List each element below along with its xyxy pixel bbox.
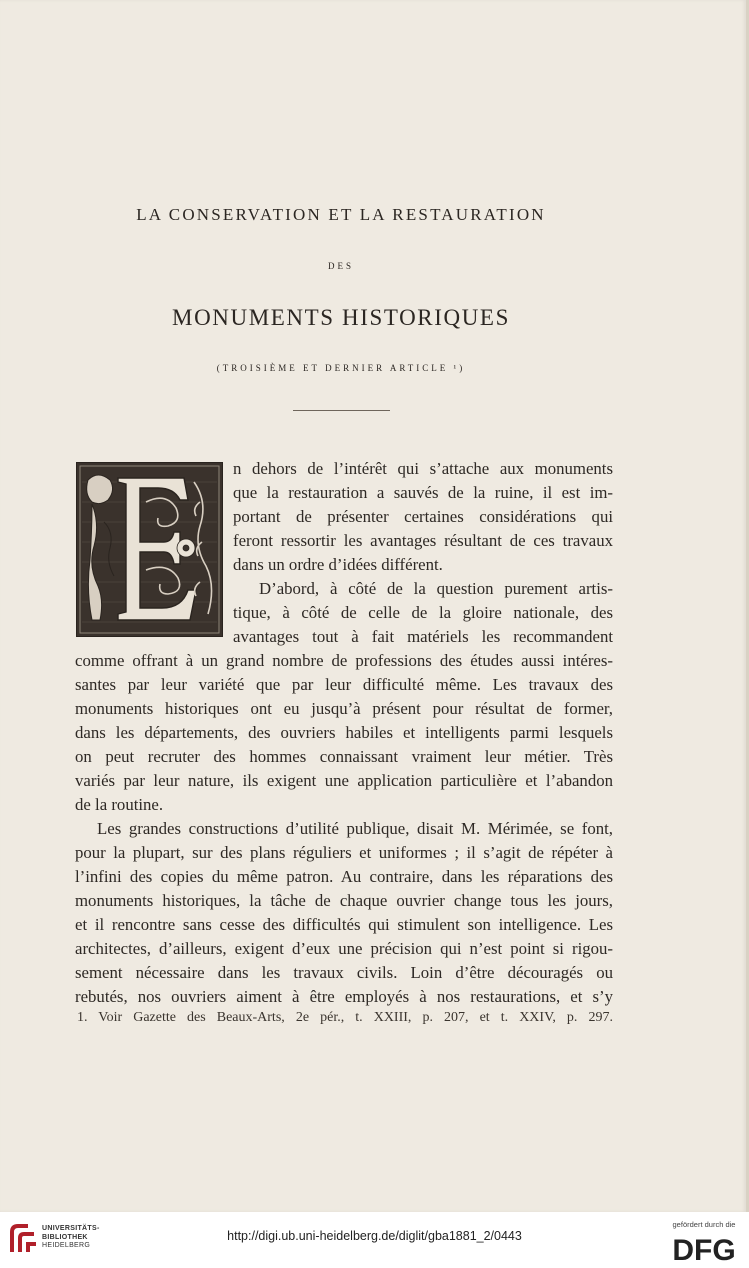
text-line: comme offrant à un grand nombre de professions des études aussi intéres- xyxy=(75,651,613,670)
text-line: dans les départements, des ouvriers habiles et intelligents parmi lesquels xyxy=(75,723,613,742)
text-line: D’abord, à côté de la question purement artis- xyxy=(259,579,613,598)
text-line: variés par leur nature, ils exigent une application particulière et l’abandon xyxy=(75,771,613,790)
text-line: dans un ordre d’idées différent. xyxy=(233,555,443,574)
text-line: n dehors de l’intérêt qui s’attache aux monuments xyxy=(233,459,613,478)
article-subtitle: (TROISIÈME ET DERNIER ARTICLE ¹) xyxy=(216,363,466,373)
text-line: l’infini des copies du même patron. Au contraire, dans les réparations des xyxy=(75,867,613,886)
ornate-initial-e-icon xyxy=(76,462,223,637)
library-name-line1: UNIVERSITÄTS- xyxy=(42,1225,100,1232)
text-line: pour la plupart, sur des plans réguliers et uniformes ; il s’agit de répéter à xyxy=(75,843,613,862)
library-name-line3: HEIDELBERG xyxy=(42,1242,91,1249)
text-line: santes par leur variété que par leur difficulté même. Les travaux des xyxy=(75,675,613,694)
funder-label: gefördert durch die xyxy=(672,1220,736,1229)
text-line: avantages tout à fait matériels les recommandent xyxy=(233,627,613,646)
text-line: feront ressortir les avantages résultant de ces travaux xyxy=(233,531,613,550)
text-line: et il rencontre sans cesse des difficultés qui stimulent son intelligence. Les xyxy=(75,915,613,934)
footnote: 1. Voir Gazette des Beaux-Arts, 2e pér., t. XXIII, p. 207, et t. XXIV, p. 297. xyxy=(77,1010,613,1025)
text-line: on peut recruter des hommes connaissant vraiment leur métier. Très xyxy=(75,747,613,766)
text-line: tique, à côté de celle de la gloire nationale, des xyxy=(233,603,613,622)
article-title-main: MONUMENTS HISTORIQUES xyxy=(172,305,510,330)
dfg-logo-icon[interactable] xyxy=(664,1234,744,1264)
text-line: de la routine. xyxy=(75,795,164,814)
text-line: sement nécessaire dans les travaux civils. Loin d’être découragés ou xyxy=(75,963,613,982)
text-line: monuments historiques ont eu jusqu’à présent pour résultat de former, xyxy=(75,699,613,718)
text-line: que la restauration a sauvés de la ruine, il est im- xyxy=(233,483,613,502)
text-line: architectes, d’ailleurs, exigent d’eux une précision qui n’est point si rigou- xyxy=(75,939,613,958)
library-name-line2: BIBLIOTHEK xyxy=(42,1233,88,1241)
dfg-logo-text: DFG xyxy=(672,1234,736,1264)
article-title-des: DES xyxy=(327,261,354,271)
article-title-line1: LA CONSERVATION ET LA RESTAURATION xyxy=(136,205,546,224)
text-line: rebutés, nos ouvriers aiment à être employés à nos restaurations, et s’y xyxy=(75,987,613,1006)
text-line: Les grandes constructions d’utilité publique, disait M. Mérimée, se font, xyxy=(97,819,613,838)
text-line: monuments historiques, la tâche de chaque ouvrier change tous les jours, xyxy=(75,891,613,910)
page-url-link[interactable]: http://digi.ub.uni-heidelberg.de/diglit/gba1881_2/0443 xyxy=(227,1229,522,1243)
title-divider xyxy=(293,410,390,411)
text-line: portant de présenter certaines considérations qui xyxy=(233,507,613,526)
